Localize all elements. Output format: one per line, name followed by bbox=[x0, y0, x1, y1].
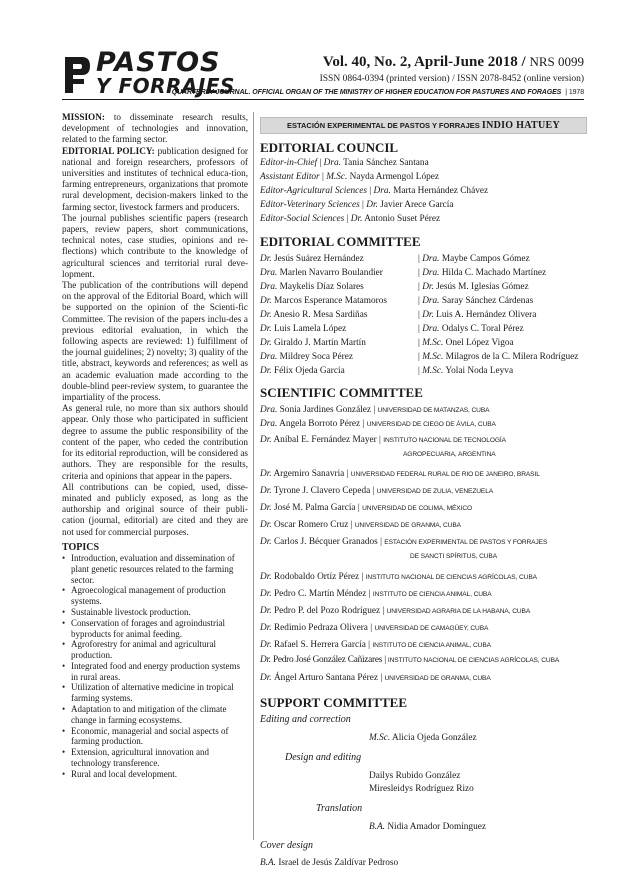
scientific-member bbox=[260, 503, 472, 513]
academic-title: Dr. bbox=[260, 673, 272, 683]
academic-title: Dr. bbox=[422, 282, 434, 292]
issn-line: ISSN 0864-0394 (printed version) / ISSN 2078-8452 (online version) bbox=[319, 74, 584, 84]
affiliation: UNIVERSIDAD DE MATANZAS, CUBA bbox=[377, 407, 490, 414]
affiliation: UNIVERSIDAD DE CIEGO DE ÁVILA, CUBA bbox=[366, 421, 496, 428]
policy-label: EDITORIAL POLICY: bbox=[62, 145, 155, 156]
committee-member: | Dr. Jesús M. Iglesias Gómez bbox=[418, 282, 529, 292]
person-name: Milagros de la C. Milera Rodríguez bbox=[443, 352, 579, 362]
separator: | bbox=[359, 200, 367, 210]
affiliation: UNIVERSIDAD DE ZULIA, VENEZUELA bbox=[376, 488, 494, 495]
scientific-member bbox=[260, 589, 492, 599]
person-name: José M. Palma García | bbox=[271, 503, 363, 513]
person-name: Marcos Esperance Matamoros bbox=[271, 296, 388, 306]
academic-title: Dr. bbox=[260, 254, 272, 264]
academic-title: Dra. bbox=[260, 405, 278, 415]
design-person: Dailys Rubido González bbox=[369, 771, 461, 781]
academic-title: Dr. bbox=[260, 296, 272, 306]
scientific-member bbox=[260, 572, 537, 582]
institution-banner bbox=[260, 117, 587, 134]
scientific-member bbox=[260, 405, 489, 415]
committee-member: | M.Sc. Onel López Vigoa bbox=[418, 338, 514, 348]
scientific-member bbox=[260, 655, 559, 665]
person-name: Argemiro Sanavria | bbox=[271, 469, 351, 479]
person-name: Antonio Suset Pérez bbox=[362, 214, 441, 224]
editorial-council-title: EDITORIAL COUNCIL bbox=[260, 140, 399, 155]
academic-title: Dr. bbox=[260, 623, 272, 633]
committee-member bbox=[260, 296, 410, 310]
academic-title: Dra. bbox=[373, 186, 391, 196]
paragraph-authors: As general rule, no more than six authors should appear. Only those who participated in sufficient degree to assume the public responsibility of the content of the paper, who ceded the contribution for its editorial reproduction, will be considered as authors. They are responsible for the results, criteria and opinions that appear in the papers. bbox=[62, 403, 248, 481]
council-role: Editor-Agricultural Sciences bbox=[260, 186, 367, 196]
council-role: Editor-in-Chief bbox=[260, 158, 318, 168]
person-name: Maybe Campos Gómez bbox=[439, 254, 530, 264]
scientific-member bbox=[260, 606, 530, 616]
mission-paragraph bbox=[62, 112, 248, 146]
person-name: Oscar Romero Cruz | bbox=[271, 520, 355, 530]
person-name: Pedro C. Martín Méndez | bbox=[271, 589, 373, 599]
affiliation: ESTACIÓN EXPERIMENTAL DE PASTOS Y FORRAJES bbox=[384, 539, 548, 546]
person-name: Sonia Jardines González | bbox=[277, 405, 378, 415]
academic-title: Dr. bbox=[260, 338, 272, 348]
affiliation: UNIVERSIDAD DE CAMAGÜEY, CUBA bbox=[374, 625, 489, 632]
person-name: Nayda Armengol López bbox=[347, 172, 440, 182]
paragraph-contributions: All contributions can be copied, used, disse-minated and publicly exposed, as long as the authorship and original source of their publi-cation (journal, editorial) are cited and they are not used for commercial purposes. bbox=[62, 481, 248, 537]
topic-item: • Extension, agricultural innovation and technology transference. bbox=[62, 747, 248, 769]
committee-member: | M.Sc. Yolai Noda Leyva bbox=[418, 366, 514, 376]
person-name: Alicia Ojeda González bbox=[390, 733, 477, 743]
academic-title: Dr. bbox=[260, 640, 272, 650]
translation-person bbox=[369, 822, 486, 832]
affiliation: INSTITUTO NACIONAL DE CIENCIAS AGRÍCOLAS, CUBA bbox=[365, 574, 537, 581]
person-name: Tyrone J. Clavero Cepeda | bbox=[271, 486, 377, 496]
academic-title: Dr. bbox=[350, 214, 363, 224]
academic-title: B.A. bbox=[369, 822, 386, 832]
academic-title: Dra. bbox=[260, 419, 278, 429]
affiliation: UNIVERSIDAD FEDERAL RURAL DE RIO DE JANEIRO, BRASIL bbox=[350, 471, 540, 478]
academic-title: Dra. bbox=[422, 254, 440, 264]
topics-title: TOPICS bbox=[62, 541, 100, 553]
translation-label: Translation bbox=[316, 803, 363, 814]
academic-title: Dr. bbox=[260, 572, 272, 582]
council-row bbox=[260, 172, 439, 182]
header-rule bbox=[62, 99, 584, 100]
person-name: Marta Hernández Chávez bbox=[390, 186, 489, 196]
academic-title: B.A. bbox=[260, 858, 277, 868]
academic-title: M.Sc. bbox=[326, 172, 348, 182]
topic-item: • Utilization of alternative medicine in tropical farming systems. bbox=[62, 682, 248, 704]
person-name: Anesio R. Mesa Sardiñas bbox=[271, 310, 368, 320]
academic-title: Dra. bbox=[422, 268, 440, 278]
committee-member bbox=[260, 268, 410, 282]
logo-text-pastos: PASTOS bbox=[96, 47, 221, 78]
academic-title: M.Sc. bbox=[422, 352, 444, 362]
topic-item: • Integrated food and energy production systems in rural areas. bbox=[62, 661, 248, 683]
council-role: Editor-Social Sciences bbox=[260, 214, 345, 224]
design-label: Design and editing bbox=[285, 752, 362, 763]
person-name: Javier Arece García bbox=[377, 200, 454, 210]
committee-member bbox=[260, 352, 410, 366]
cover-label: Cover design bbox=[260, 840, 314, 851]
topic-item: • Agroecological management of production systems. bbox=[62, 585, 248, 607]
academic-title: Dr. bbox=[260, 435, 272, 445]
affiliation: INSTITUTO NACIONAL DE TECNOLOGÍA bbox=[383, 437, 506, 444]
banner-strong: INDIO HATUEY bbox=[481, 120, 561, 131]
affiliation: UNIVERSIDAD AGRARIA DE LA HABANA, CUBA bbox=[386, 608, 531, 615]
design-person: Miresleidys Rodríguez Rizo bbox=[369, 784, 474, 794]
affiliation-continuation: AGROPECUARIA, ARGENTINA bbox=[403, 451, 496, 458]
scientific-member bbox=[260, 537, 547, 547]
committee-member: | Dra. Saray Sánchez Cárdenas bbox=[418, 296, 534, 306]
topic-item: • Conservation of forages and agroindustrial byproducts for animal feeding. bbox=[62, 618, 248, 640]
person-name: Ángel Arturo Santana Pérez | bbox=[271, 673, 385, 683]
policy-text: publication designed for national and foreign researchers, professors of universities and institutes of technical educa-tion, farming entrepreneurs, organizations that promote rural development, decision-makers linked to the farming sector, livestock farmers and producers. bbox=[62, 145, 248, 212]
committee-left-list bbox=[260, 254, 410, 380]
academic-title: Dr. bbox=[260, 503, 272, 513]
editing-label: Editing and correction bbox=[260, 714, 351, 725]
academic-title: M.Sc. bbox=[369, 733, 391, 743]
academic-title: Dr. bbox=[260, 310, 272, 320]
separator: | bbox=[366, 186, 374, 196]
academic-title: Dr. bbox=[260, 520, 272, 530]
person-name: Odalys C. Toral Pérez bbox=[439, 324, 524, 334]
person-name: Giraldo J. Martín Martín bbox=[271, 338, 366, 348]
person-name: Saray Sánchez Cárdenas bbox=[439, 296, 534, 306]
topic-item: • Adaptation to and mitigation of the climate change in farming ecosystems. bbox=[62, 704, 248, 726]
academic-title: Dr. bbox=[422, 310, 434, 320]
person-name: Luis Lamela López bbox=[271, 324, 347, 334]
academic-title: Dr. bbox=[366, 200, 378, 210]
person-name: Hilda C. Machado Martínez bbox=[439, 268, 547, 278]
academic-title: Dra. bbox=[323, 158, 341, 168]
separator: | bbox=[344, 214, 351, 224]
separator: | bbox=[319, 172, 327, 182]
academic-title: Dra. bbox=[260, 352, 278, 362]
person-name: Nidia Amador Domínguez bbox=[385, 822, 486, 832]
affiliation: UNIVERSIDAD DE COLIMA, MÉXICO bbox=[362, 505, 473, 512]
paragraph-publication: The publication of the contributions will depend on the approval of the Editorial Board, which will be supported on the opinion of the Scienti-fic Committee. The revision of the papers inclu-des a previous editorial evaluation, in which the following aspects are reviewed: 1) fulfillment of the journal guidelines; 2) novelty; 3) quality of the title, abstract, keywords and references; as well as an academic evaluation made according to the double-blind peer-review system, to guarantee the impartiality of the process. bbox=[62, 280, 248, 403]
scientific-member bbox=[260, 469, 540, 479]
academic-title: Dr. bbox=[260, 324, 272, 334]
committee-member bbox=[260, 282, 410, 296]
committee-member bbox=[260, 366, 410, 380]
council-role: Editor-Veterinary Sciences bbox=[260, 200, 360, 210]
person-name: Angela Borroto Pérez | bbox=[277, 419, 367, 429]
topic-item: • Agroforestry for animal and agricultural production. bbox=[62, 639, 248, 661]
committee-member bbox=[260, 254, 410, 268]
topic-item: • Rural and local development. bbox=[62, 769, 248, 780]
committee-member: | Dr. Luis A. Hernández Olivera bbox=[418, 310, 537, 320]
scientific-member bbox=[260, 520, 461, 530]
person-name: Rafael S. Herrera García | bbox=[271, 640, 373, 650]
affiliation: INSTITUTO DE CIENCIA ANIMAL, CUBA bbox=[372, 591, 492, 598]
mission-label: MISSION: bbox=[62, 112, 105, 122]
scientific-member bbox=[260, 640, 491, 650]
policy-paragraph bbox=[62, 146, 248, 213]
mission-text: to disseminate research results, development of technologies and innovation, related to the farming sector. bbox=[62, 112, 248, 145]
academic-title: M.Sc. bbox=[422, 366, 444, 376]
academic-title: Dr. bbox=[260, 366, 272, 376]
committee-member: | Dra. Hilda C. Machado Martínez bbox=[418, 268, 547, 278]
paragraph-journal-publishes: The journal publishes scientific papers (research papers, review papers, short communications, technical notes, case studies, opinions and re-flections) which contribute to the knowledge of agricultural sciences and territorial rural deve-lopment. bbox=[62, 212, 248, 279]
scientific-committee-title: SCIENTIFIC COMMITTEE bbox=[260, 385, 423, 400]
person-name: Tania Sánchez Santana bbox=[340, 158, 429, 168]
committee-right-list bbox=[418, 254, 588, 380]
scientific-member bbox=[260, 673, 491, 683]
scientific-member bbox=[260, 419, 496, 429]
affiliation: UNIVERSIDAD DE GRANMA, CUBA bbox=[354, 522, 461, 529]
person-name: Pedro P. del Pozo Rodríguez | bbox=[271, 606, 387, 616]
topic-item: • Sustainable livestock production. bbox=[62, 607, 248, 618]
volume-line bbox=[323, 54, 584, 71]
person-name: Pedro José González Cañizares | bbox=[270, 655, 388, 665]
topic-item: • Introduction, evaluation and dissemination of plant genetic resources related to the farming sector. bbox=[62, 553, 248, 585]
scientific-member bbox=[260, 486, 493, 496]
academic-title: Dr. bbox=[260, 589, 272, 599]
topic-item: • Economic, managerial and social aspects of farming production. bbox=[62, 726, 248, 748]
committee-member bbox=[260, 310, 410, 324]
academic-title: Dr. bbox=[260, 486, 272, 496]
affiliation-continuation: DE SANCTI SPÍRITUS, CUBA bbox=[410, 553, 497, 560]
separator: | bbox=[317, 158, 324, 168]
person-name: Israel de Jesús Zaldívar Pedroso bbox=[276, 858, 399, 868]
person-name: Rodobaldo Ortíz Pérez | bbox=[271, 572, 366, 582]
quarterly-line bbox=[172, 89, 584, 96]
person-name: Luis A. Hernández Olivera bbox=[433, 310, 537, 320]
affiliation: INSTITUTO NACIONAL DE CIENCIAS AGRÍCOLAS, CUBA bbox=[387, 657, 560, 664]
committee-member: | Dra. Odalys C. Toral Pérez bbox=[418, 324, 524, 334]
scientific-member bbox=[260, 435, 506, 445]
academic-title: Dra. bbox=[260, 282, 278, 292]
person-name: Aníbal E. Fernández Mayer | bbox=[271, 435, 384, 445]
person-name: Marlen Navarro Boulandier bbox=[277, 268, 383, 278]
committee-member: | M.Sc. Milagros de la C. Milera Rodríguez bbox=[418, 352, 579, 362]
column-divider bbox=[253, 112, 254, 840]
academic-title: Dr. bbox=[260, 655, 271, 665]
topics-list bbox=[62, 553, 248, 780]
quarterly-text: QUARTERLY JOURNAL. OFFICIAL ORGAN OF THE MINISTRY OF HIGHER EDUCATION FOR PASTURES AND FORAGES bbox=[171, 89, 562, 96]
affiliation: UNIVERSIDAD DE GRANMA, CUBA bbox=[384, 675, 491, 682]
editorial-committee-title: EDITORIAL COMMITTEE bbox=[260, 234, 421, 249]
person-name: Félix Ojeda García bbox=[271, 366, 345, 376]
council-role: Assistant Editor bbox=[260, 172, 320, 182]
council-row bbox=[260, 158, 429, 168]
volume-text: Vol. 40, No. 2, April-June 2018 / bbox=[322, 54, 526, 70]
cover-person bbox=[260, 858, 398, 868]
person-name: Redimio Pedraza Olivera | bbox=[271, 623, 375, 633]
person-name: Mildrey Soca Pérez bbox=[277, 352, 353, 362]
scientific-member bbox=[260, 623, 488, 633]
logo-mark-icon bbox=[62, 54, 92, 96]
founding-year: | 1978 bbox=[565, 89, 584, 96]
academic-title: Dra. bbox=[422, 296, 440, 306]
committee-member: | Dra. Maybe Campos Gómez bbox=[418, 254, 530, 264]
logo-text-forrajes: Y FORRAJES bbox=[96, 74, 235, 98]
council-row bbox=[260, 186, 488, 196]
person-name: Onel López Vigoa bbox=[443, 338, 514, 348]
support-committee-title: SUPPORT COMMITTEE bbox=[260, 695, 408, 710]
academic-title: Dr. bbox=[260, 537, 272, 547]
council-row bbox=[260, 214, 440, 224]
council-row bbox=[260, 200, 454, 210]
academic-title: M.Sc. bbox=[422, 338, 444, 348]
nrs-text: NRS 0099 bbox=[529, 54, 584, 69]
person-name: Yolai Noda Leyva bbox=[443, 366, 514, 376]
person-name: Maykelis Díaz Solares bbox=[277, 282, 364, 292]
academic-title: Dra. bbox=[260, 268, 278, 278]
committee-member bbox=[260, 324, 410, 338]
academic-title: Dr. bbox=[260, 606, 272, 616]
person-name: Jesús Suárez Hernández bbox=[271, 254, 364, 264]
left-column bbox=[62, 112, 248, 780]
person-name: Carlos J. Bécquer Granados | bbox=[271, 537, 385, 547]
affiliation: INSTITUTO DE CIENCIA ANIMAL, CUBA bbox=[372, 642, 491, 649]
banner-prefix: ESTACIÓN EXPERIMENTAL DE PASTOS Y FORRAJES bbox=[286, 121, 480, 130]
committee-member bbox=[260, 338, 410, 352]
editing-person bbox=[369, 733, 477, 743]
academic-title: Dr. bbox=[260, 469, 272, 479]
academic-title: Dra. bbox=[422, 324, 440, 334]
person-name: Jesús M. Iglesias Gómez bbox=[433, 282, 529, 292]
